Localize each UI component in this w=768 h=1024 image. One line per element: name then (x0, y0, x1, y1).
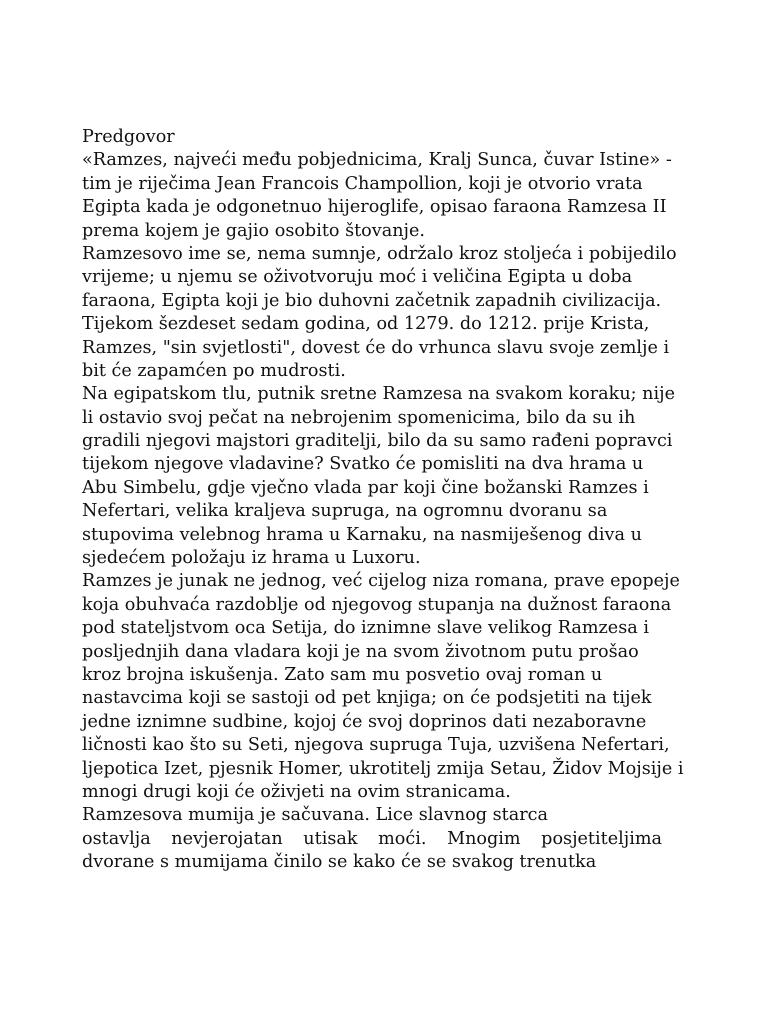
text-line: Nefertari, velika kraljeva supruga, na ogromnu dvoranu sa (82, 501, 608, 522)
text-line: li ostavio svoj pečat na nebrojenim spomenicima, bilo da su ih (82, 407, 636, 428)
text-line: Ramzesova mumija je sačuvana. Lice slavnog starca (82, 805, 548, 826)
text-line: tim je riječima Jean Francois Champollion, koji je otvorio vrata (82, 173, 643, 194)
text-line: pod stateljstvom oca Setija, do iznimne slave velikog Ramzesa i (82, 618, 649, 639)
text-line: sjedećem položaju iz hrama u Luxoru. (82, 548, 421, 569)
text-line: Abu Simbelu, gdje vječno vlada par koji čine božanski Ramzes i (82, 477, 649, 498)
preface-text (82, 126, 682, 875)
text-line: Ramzesovo ime se, nema sumnje, održalo kroz stoljeća i pobijedilo (82, 243, 677, 264)
text-line: Ramzes, "sin svjetlosti", dovest će do vrhunca slavu svoje zemlje i (82, 337, 670, 358)
heading-predgovor: Predgovor (82, 127, 175, 147)
text-line: koja obuhvaća razdoblje od njegovog stupanja na dužnost faraona (82, 594, 672, 615)
text-line: vrijeme; u njemu se oživotvoruju moć i veličina Egipta u doba (82, 267, 633, 288)
text-line: ostavlja nevjerojatan utisak moći. Mnogim posjetiteljima (82, 828, 662, 849)
text-line: posljednjih dana vladara koji je na svom životnom putu prošao (82, 641, 639, 662)
text-line: ličnosti kao što su Seti, njegova supruga Tuja, uzvišena Nefertari, (82, 735, 670, 756)
text-line: Ramzes je junak ne jednog, već cijelog niza romana, prave epopeje (82, 571, 680, 592)
text-line: stupovima velebnog hrama u Karnaku, na nasmiješenog diva u (82, 524, 642, 545)
text-line: bit će zapamćen po mudrosti. (82, 360, 346, 381)
text-line: faraona, Egipta koji je bio duhovni začetnik zapadnih civilizacija. (82, 290, 662, 311)
text-line: kroz brojna iskušenja. Zato sam mu posvetio ovaj roman u (82, 664, 603, 685)
text-line: prema kojem je gajio osobito štovanje. (82, 220, 425, 241)
text-line: Na egipatskom tlu, putnik sretne Ramzesa na svakom koraku; nije (82, 384, 676, 405)
text-line: Egipta kada je odgonetnuo hijeroglife, opisao faraona Ramzesa II (82, 197, 667, 218)
text-line: «Ramzes, najveći među pobjednicima, Kralj Sunca, čuvar Istine» - (82, 150, 672, 171)
text-line: nastavcima koji se sastoji od pet knjiga; on će podsjetiti na tijek (82, 688, 652, 709)
text-line: ljepotica Izet, pjesnik Homer, ukrotitelj zmija Setau, Židov Mojsije i (82, 758, 684, 779)
text-line: Tijekom šezdeset sedam godina, od 1279. do 1212. prije Krista, (82, 314, 650, 335)
text-line: jedne iznimne sudbine, kojoj će svoj doprinos dati nezaboravne (82, 711, 647, 732)
text-line: tijekom njegove vladavine? Svatko će pomisliti na dva hrama u (82, 454, 644, 475)
text-line: mnogi drugi koji će oživjeti na ovim stranicama. (82, 781, 511, 802)
text-line: gradili njegovi majstori graditelji, bilo da su samo rađeni popravci (82, 431, 673, 452)
text-line: dvorane s mumijama činilo se kako će se svakog trenutka (82, 852, 597, 873)
